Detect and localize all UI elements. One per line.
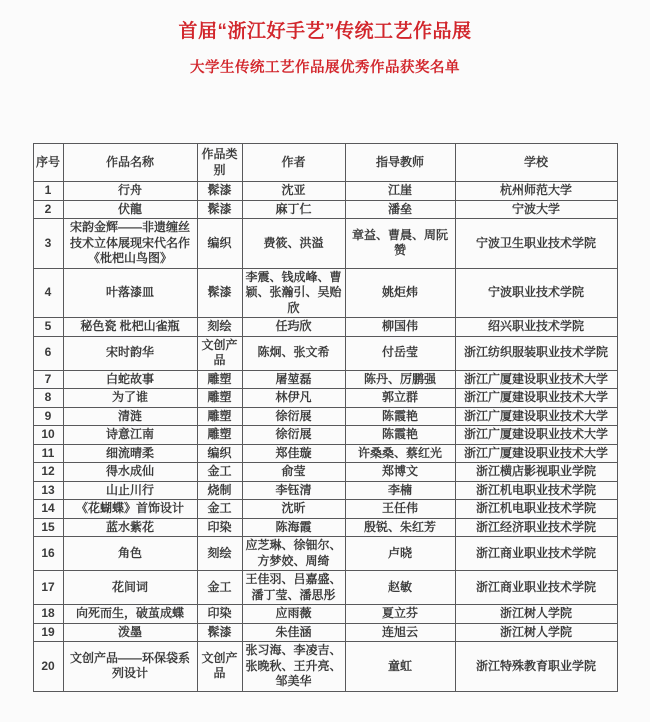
table-row	[33, 318, 617, 337]
cell-school: 浙江广厦建设职业技术大学	[455, 370, 617, 389]
cell-work-title: 为了谁	[63, 389, 197, 408]
cell-authors: 陈炯、张文希	[242, 336, 345, 370]
cell-seq: 13	[33, 481, 63, 500]
table-row	[33, 500, 617, 519]
column-header-work-title: 作品名称	[63, 144, 197, 182]
cell-work-title: 诗意江南	[63, 426, 197, 445]
cell-category: 烧制	[197, 481, 242, 500]
cell-category: 髹漆	[197, 623, 242, 642]
cell-work-title: 行舟	[63, 182, 197, 201]
cell-work-title: 白蛇故事	[63, 370, 197, 389]
table-row	[33, 571, 617, 605]
cell-advisors: 陈霞艳	[345, 426, 455, 445]
cell-category: 雕塑	[197, 407, 242, 426]
cell-authors: 费筱、洪溢	[242, 219, 345, 269]
cell-school: 浙江商业职业技术学院	[455, 537, 617, 571]
cell-seq: 18	[33, 605, 63, 624]
cell-advisors: 柳国伟	[345, 318, 455, 337]
cell-school: 浙江机电职业技术学院	[455, 500, 617, 519]
table-row	[33, 518, 617, 537]
cell-school: 浙江树人学院	[455, 623, 617, 642]
cell-work-title: 泼墨	[63, 623, 197, 642]
cell-advisors: 陈丹、厉鹏强	[345, 370, 455, 389]
cell-authors: 李震、钱成峰、曹颖、张瀚引、吴贻欣	[242, 268, 345, 318]
cell-seq: 8	[33, 389, 63, 408]
cell-school: 浙江广厦建设职业技术大学	[455, 426, 617, 445]
cell-work-title: 文创产品——环保袋系列设计	[63, 642, 197, 692]
cell-work-title: 角色	[63, 537, 197, 571]
cell-advisors: 殷锐、朱红芳	[345, 518, 455, 537]
table-row	[33, 182, 617, 201]
cell-school: 浙江商业职业技术学院	[455, 571, 617, 605]
page-title: 首届“浙江好手艺”传统工艺作品展	[178, 21, 472, 42]
cell-seq: 10	[33, 426, 63, 445]
cell-school: 浙江特殊教育职业学院	[455, 642, 617, 692]
cell-category: 髹漆	[197, 268, 242, 318]
cell-category: 文创产品	[197, 336, 242, 370]
cell-school: 浙江广厦建设职业技术大学	[455, 389, 617, 408]
cell-school: 浙江广厦建设职业技术大学	[455, 444, 617, 463]
table-row	[33, 268, 617, 318]
cell-category: 髹漆	[197, 182, 242, 201]
cell-category: 刻绘	[197, 318, 242, 337]
cell-advisors: 王任伟	[345, 500, 455, 519]
cell-seq: 11	[33, 444, 63, 463]
cell-seq: 6	[33, 336, 63, 370]
column-header-school: 学校	[455, 144, 617, 182]
cell-advisors: 郭立群	[345, 389, 455, 408]
cell-authors: 沈亚	[242, 182, 345, 201]
cell-work-title: 宋韵金辉——非遗缠丝技术立体展现宋代名作《枇杷山鸟图》	[63, 219, 197, 269]
cell-seq: 15	[33, 518, 63, 537]
cell-seq: 9	[33, 407, 63, 426]
cell-work-title: 清涟	[63, 407, 197, 426]
cell-school: 宁波职业技术学院	[455, 268, 617, 318]
cell-work-title: 《花蝴蝶》首饰设计	[63, 500, 197, 519]
table-row	[33, 336, 617, 370]
cell-seq: 19	[33, 623, 63, 642]
table-row	[33, 537, 617, 571]
cell-authors: 朱佳涵	[242, 623, 345, 642]
cell-authors: 郑佳璇	[242, 444, 345, 463]
cell-advisors: 郑博文	[345, 463, 455, 482]
table-row	[33, 463, 617, 482]
table-body	[33, 182, 617, 692]
cell-authors: 张习海、李凌吉、张晚秋、王升亮、邹美华	[242, 642, 345, 692]
cell-advisors: 姚炬炜	[345, 268, 455, 318]
cell-category: 金工	[197, 463, 242, 482]
table-row	[33, 370, 617, 389]
cell-work-title: 伏龍	[63, 200, 197, 219]
cell-advisors: 夏立芬	[345, 605, 455, 624]
cell-work-title: 花间词	[63, 571, 197, 605]
cell-seq: 7	[33, 370, 63, 389]
cell-advisors: 陈霞艳	[345, 407, 455, 426]
cell-authors: 林伊凡	[242, 389, 345, 408]
cell-category: 文创产品	[197, 642, 242, 692]
cell-work-title: 得水成仙	[63, 463, 197, 482]
cell-advisors: 章益、曹晨、周阮赞	[345, 219, 455, 269]
cell-seq: 5	[33, 318, 63, 337]
table-row	[33, 200, 617, 219]
cell-seq: 17	[33, 571, 63, 605]
cell-advisors: 卢晓	[345, 537, 455, 571]
table-row	[33, 605, 617, 624]
cell-work-title: 叶落漆皿	[63, 268, 197, 318]
cell-seq: 16	[33, 537, 63, 571]
cell-authors: 任玙欣	[242, 318, 345, 337]
cell-advisors: 连旭云	[345, 623, 455, 642]
cell-advisors: 潘垒	[345, 200, 455, 219]
cell-category: 编织	[197, 444, 242, 463]
cell-work-title: 向死而生，破茧成蝶	[63, 605, 197, 624]
cell-school: 绍兴职业技术学院	[455, 318, 617, 337]
cell-school: 浙江横店影视职业学院	[455, 463, 617, 482]
column-header-authors: 作者	[242, 144, 345, 182]
cell-advisors: 赵敏	[345, 571, 455, 605]
cell-work-title: 秘色瓷 枇杷山雀瓶	[63, 318, 197, 337]
column-header-advisors: 指导教师	[345, 144, 455, 182]
header-row	[33, 144, 617, 182]
cell-work-title: 蓝水紫花	[63, 518, 197, 537]
cell-school: 浙江纺织服装职业技术学院	[455, 336, 617, 370]
cell-authors: 麻丁仁	[242, 200, 345, 219]
cell-seq: 12	[33, 463, 63, 482]
cell-seq: 14	[33, 500, 63, 519]
cell-category: 雕塑	[197, 389, 242, 408]
cell-advisors: 李楠	[345, 481, 455, 500]
cell-school: 宁波卫生职业技术学院	[455, 219, 617, 269]
cell-authors: 徐衍展	[242, 426, 345, 445]
cell-school: 浙江机电职业技术学院	[455, 481, 617, 500]
cell-school: 杭州师范大学	[455, 182, 617, 201]
cell-school: 浙江经济职业技术学院	[455, 518, 617, 537]
cell-advisors: 童虹	[345, 642, 455, 692]
table-row	[33, 407, 617, 426]
cell-category: 刻绘	[197, 537, 242, 571]
cell-advisors: 江崖	[345, 182, 455, 201]
cell-school: 宁波大学	[455, 200, 617, 219]
table-row	[33, 426, 617, 445]
table-row	[33, 389, 617, 408]
cell-category: 雕塑	[197, 426, 242, 445]
cell-category: 金工	[197, 500, 242, 519]
table-row	[33, 642, 617, 692]
cell-seq: 3	[33, 219, 63, 269]
cell-work-title: 细流晴柔	[63, 444, 197, 463]
table-row	[33, 444, 617, 463]
cell-category: 印染	[197, 605, 242, 624]
cell-school: 浙江树人学院	[455, 605, 617, 624]
cell-category: 编织	[197, 219, 242, 269]
cell-category: 雕塑	[197, 370, 242, 389]
cell-seq: 20	[33, 642, 63, 692]
cell-authors: 屠堃磊	[242, 370, 345, 389]
cell-seq: 2	[33, 200, 63, 219]
cell-authors: 李钰清	[242, 481, 345, 500]
cell-authors: 应雨薇	[242, 605, 345, 624]
cell-school: 浙江广厦建设职业技术大学	[455, 407, 617, 426]
page-subtitle: 大学生传统工艺作品展优秀作品获奖名单	[190, 60, 460, 76]
cell-authors: 俞莹	[242, 463, 345, 482]
cell-seq: 1	[33, 182, 63, 201]
cell-advisors: 许桑桑、蔡红光	[345, 444, 455, 463]
column-header-seq: 序号	[33, 144, 63, 182]
cell-category: 印染	[197, 518, 242, 537]
cell-authors: 陈海霞	[242, 518, 345, 537]
cell-category: 髹漆	[197, 200, 242, 219]
awards-table	[33, 143, 618, 692]
table-row	[33, 481, 617, 500]
cell-authors: 王佳羽、吕嘉盛、潘丁莹、潘思彤	[242, 571, 345, 605]
cell-category: 金工	[197, 571, 242, 605]
table-row	[33, 623, 617, 642]
cell-authors: 应芝琳、徐钿尔、方梦姣、周绮	[242, 537, 345, 571]
cell-authors: 沈昕	[242, 500, 345, 519]
column-header-category: 作品类别	[197, 144, 242, 182]
table-row	[33, 219, 617, 269]
cell-work-title: 山止川行	[63, 481, 197, 500]
cell-advisors: 付岳莹	[345, 336, 455, 370]
cell-seq: 4	[33, 268, 63, 318]
cell-work-title: 宋时韵华	[63, 336, 197, 370]
cell-authors: 徐衍展	[242, 407, 345, 426]
